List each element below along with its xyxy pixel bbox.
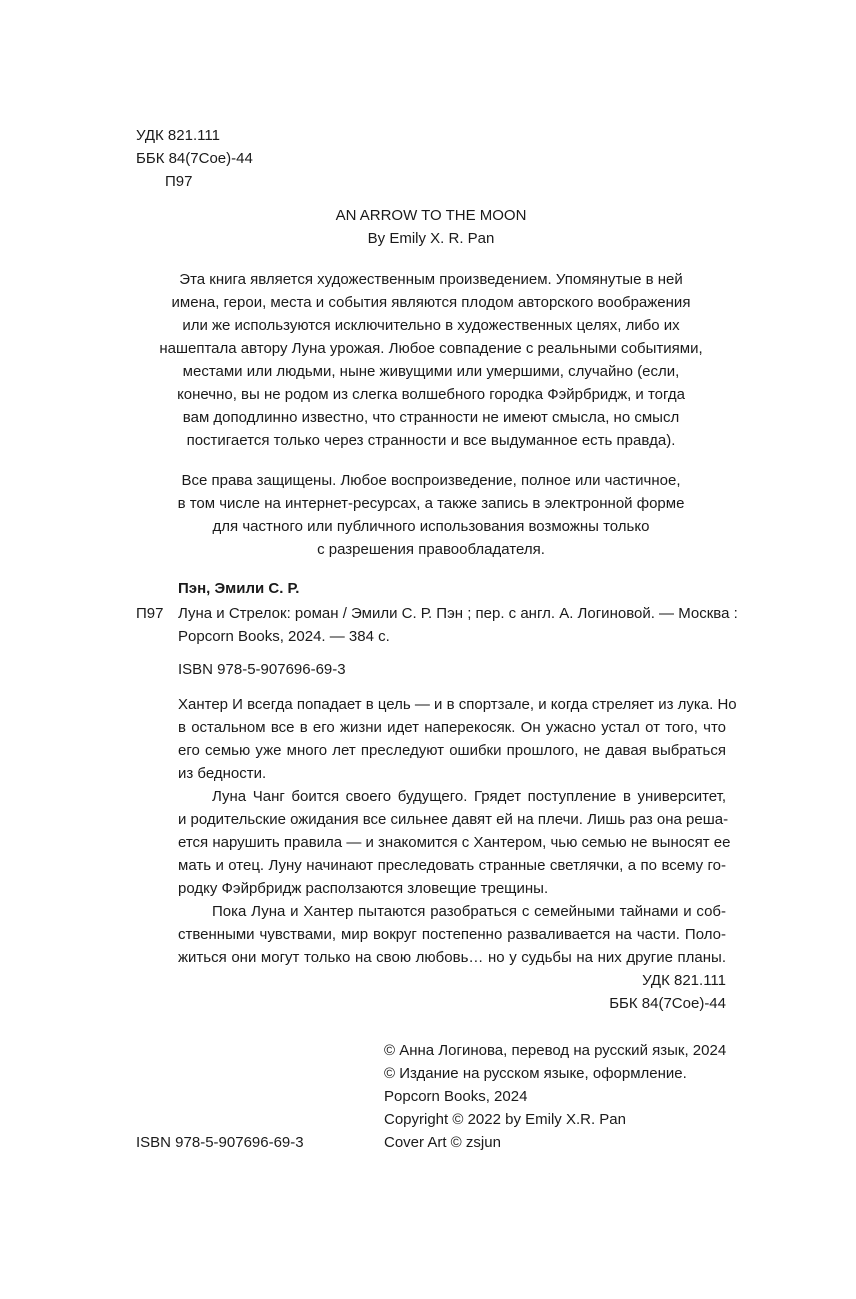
disclaimer-line: Эта книга является художественным произведением. Упомянутые в ней bbox=[179, 271, 683, 288]
catalog-description bbox=[178, 602, 738, 648]
annotation-line: мать и отец. Луну начинают преследовать странные светлячки, а по всему го- bbox=[178, 857, 726, 874]
annotation-bbk: ББК 84(7Сое)-44 bbox=[609, 995, 726, 1012]
catalog-author: Пэн, Эмили С. Р. bbox=[178, 580, 300, 597]
annotation bbox=[178, 693, 737, 1015]
rights-line: с разрешения правообладателя. bbox=[317, 541, 545, 558]
catalog-isbn: ISBN 978-5-907696-69-3 bbox=[178, 661, 346, 678]
catalog-description-line: Луна и Стрелок: роман / Эмили С. Р. Пэн ; пер. с англ. А. Логиновой. — Москва : bbox=[178, 605, 738, 622]
annotation-line: Хантер И всегда попадает в цель — и в спортзале, и когда стреляет из лука. Но bbox=[178, 696, 737, 713]
annotation-line: в остальном все в его жизни идет наперекосяк. Он ужасно устал от того, что bbox=[178, 719, 726, 736]
annotation-line: Пока Луна и Хантер пытаются разобраться с семейными тайнами и соб- bbox=[212, 903, 726, 920]
rights-notice bbox=[136, 469, 726, 561]
footer-isbn: ISBN 978-5-907696-69-3 bbox=[136, 1134, 304, 1151]
disclaimer-line: имена, герои, места и события являются плодом авторского воображения bbox=[171, 294, 691, 311]
catalog-mark: П97 bbox=[136, 605, 164, 622]
catalog-description-line: Popcorn Books, 2024. — 384 с. bbox=[178, 628, 390, 645]
disclaimer-line: конечно, вы не родом из слегка волшебного городка Фэйрбридж, и тогда bbox=[177, 386, 685, 403]
disclaimer bbox=[136, 268, 726, 452]
copyright-line: Copyright © 2022 by Emily X.R. Pan bbox=[384, 1111, 626, 1128]
annotation-line: ственными чувствами, мир вокруг постепенно разваливается на части. Поло- bbox=[178, 926, 726, 943]
annotation-udk: УДК 821.111 bbox=[642, 972, 726, 989]
disclaimer-line: вам доподлинно известно, что странности не имеют смысла, но смысл bbox=[182, 409, 680, 426]
copyright-line: © Издание на русском языке, оформление. bbox=[384, 1065, 687, 1082]
copyright-line: © Анна Логинова, перевод на русский язык, 2024 bbox=[384, 1042, 727, 1059]
annotation-line: его семью уже много лет преследуют ошибки прошлого, не давая выбраться bbox=[178, 742, 726, 759]
disclaimer-line: нашептала автору Луна урожая. Любое совпадение с реальными событиями, bbox=[159, 340, 703, 357]
copyright-block bbox=[384, 1039, 726, 1154]
copyright-line: Cover Art © zsjun bbox=[384, 1134, 501, 1151]
annotation-line: ется нарушить правила — и знакомится с Хантером, чью семью не выносят ее bbox=[178, 834, 731, 851]
rights-line: в том числе на интернет-ресурсах, а также запись в электронной форме bbox=[177, 495, 685, 512]
annotation-line: из бедности. bbox=[178, 765, 267, 782]
rights-line: Все права защищены. Любое воспроизведение, полное или частичное, bbox=[181, 472, 681, 489]
author-mark: П97 bbox=[165, 173, 193, 190]
annotation-line: житься они могут только на свою любовь… но у судьбы на них другие планы. bbox=[178, 949, 726, 966]
original-author: By Emily X. R. Pan bbox=[367, 230, 495, 247]
original-title: AN ARROW TO THE MOON bbox=[335, 207, 527, 224]
annotation-line: родку Фэйрбридж расползаются зловещие трещины. bbox=[178, 880, 549, 897]
annotation-line: и родительские ожидания все сильнее давят ей на плечи. Лишь раз она реша- bbox=[178, 811, 729, 828]
disclaimer-line: постигается только через странности и все выдуманное есть правда). bbox=[186, 432, 676, 449]
copyright-line: Popcorn Books, 2024 bbox=[384, 1088, 528, 1105]
udk-code: УДК 821.111 bbox=[136, 127, 220, 144]
annotation-line: Луна Чанг боится своего будущего. Грядет поступление в университет, bbox=[212, 788, 726, 805]
rights-line: для частного или публичного использования возможны только bbox=[212, 518, 650, 535]
disclaimer-line: местами или людьми, ныне живущими или умершими, случайно (если, bbox=[182, 363, 680, 380]
disclaimer-line: или же используются исключительно в художественных целях, либо их bbox=[182, 317, 680, 334]
bbk-code: ББК 84(7Сое)-44 bbox=[136, 150, 253, 167]
